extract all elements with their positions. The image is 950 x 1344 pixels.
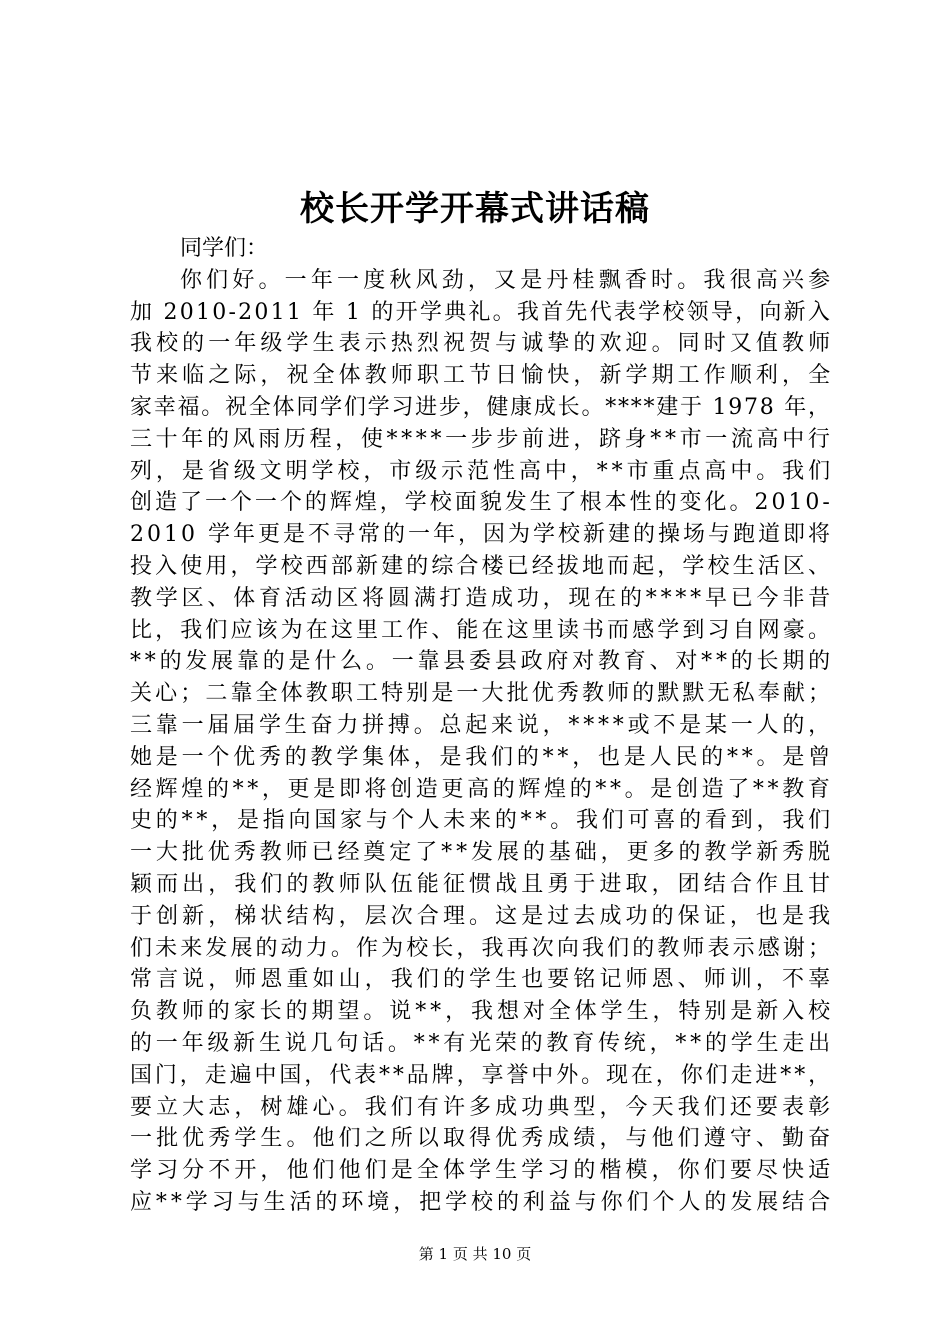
paragraph-line: 于创新，梯状结构，层次合理。这是过去成功的保证，也是我: [130, 903, 835, 929]
document-body: [130, 233, 835, 1219]
paragraph-line: 一批优秀学生。他们之所以取得优秀成绩，与他们遵守、勤奋: [130, 1126, 835, 1152]
paragraph-line: 投入使用，学校西部新建的综合楼已经拔地而起，学校生活区、: [130, 553, 834, 579]
paragraph-line: 颖而出，我们的教师队伍能征惯战且勇于进取，团结合作且甘: [130, 871, 835, 897]
paragraph-line: 列，是省级文明学校，市级示范性高中，**市重点高中。我们: [130, 458, 835, 484]
paragraph-line: 经辉煌的**，更是即将创造更高的辉煌的**。是创造了**教育: [130, 776, 834, 802]
paragraph-line: 学习分不开，他们他们是全体学生学习的楷模，你们要尽快适: [130, 1158, 835, 1184]
paragraph-line: 加 2010-2011 年 1 的开学典礼。我首先代表学校领导，向新入: [130, 299, 833, 325]
paragraph-line: 创造了一个一个的辉煌，学校面貌发生了根本性的变化。2010-: [130, 490, 833, 516]
page-footer: 第 1 页 共 10 页: [418, 1245, 532, 1263]
paragraph-line: 比，我们应该为在这里工作、能在这里读书而感学到习自网豪。: [130, 617, 834, 643]
paragraph-line: 三十年的风雨历程，使****一步步前进，跻身**市一流高中行: [130, 426, 834, 452]
paragraph-line: 关心；二靠全体教职工特别是一大批优秀教师的默默无私奉献；: [130, 681, 834, 707]
paragraph-line: 史的**，是指向国家与个人未来的**。我们可喜的看到，我们: [130, 808, 834, 834]
paragraph-line: 家幸福。祝全体同学们学习进步，健康成长。****建于 1978 年，: [130, 394, 832, 420]
paragraph-line: 应**学习与生活的环境，把学校的利益与你们个人的发展结合: [130, 1189, 835, 1215]
paragraph-line: 她是一个优秀的教学集体，是我们的**，也是人民的**。是曾: [130, 744, 834, 770]
paragraph-line: **的发展靠的是什么。一靠县委县政府对教育、对**的长期的: [130, 649, 834, 675]
paragraph-line: 负教师的家长的期望。说**，我想对全体学生，特别是新入校: [130, 999, 835, 1025]
paragraph-line: 教学区、体育活动区将圆满打造成功，现在的****早已今非昔: [130, 585, 834, 611]
paragraph-line: 我校的一年级学生表示热烈祝贺与诚挚的欢迎。同时又值教师: [130, 331, 835, 357]
paragraph-line: 三靠一届届学生奋力拼搏。总起来说，****或不是某一人的，: [130, 712, 834, 738]
document-title: 校长开学开幕式讲话稿: [300, 189, 650, 229]
paragraph-line: 节来临之际，祝全体教师职工节日愉快，新学期工作顺利，全: [130, 363, 835, 389]
body-lines: [130, 265, 835, 1219]
greeting-line: 同学们：: [180, 236, 269, 261]
paragraph-line: 们未来发展的动力。作为校长，我再次向我们的教师表示感谢；: [130, 935, 834, 961]
paragraph-line: 国门，走遍中国，代表**品牌，享誉中外。现在，你们走进**，: [130, 1062, 834, 1088]
paragraph-line: 常言说，师恩重如山，我们的学生也要铭记师恩、师训，不辜: [130, 967, 835, 993]
paragraph-line: 的一年级新生说几句话。**有光荣的教育传统，**的学生走出: [130, 1030, 834, 1056]
paragraph-line: 要立大志，树雄心。我们有许多成功典型，今天我们还要表彰: [130, 1094, 835, 1120]
paragraph-line: 你们好。一年一度秋风劲，又是丹桂飘香时。我很高兴参: [180, 267, 835, 293]
paragraph-line: 一大批优秀教师已经奠定了**发展的基础，更多的教学新秀脱: [130, 840, 835, 866]
paragraph-line: 2010 学年更是不寻常的一年，因为学校新建的操场与跑道即将: [130, 522, 833, 548]
